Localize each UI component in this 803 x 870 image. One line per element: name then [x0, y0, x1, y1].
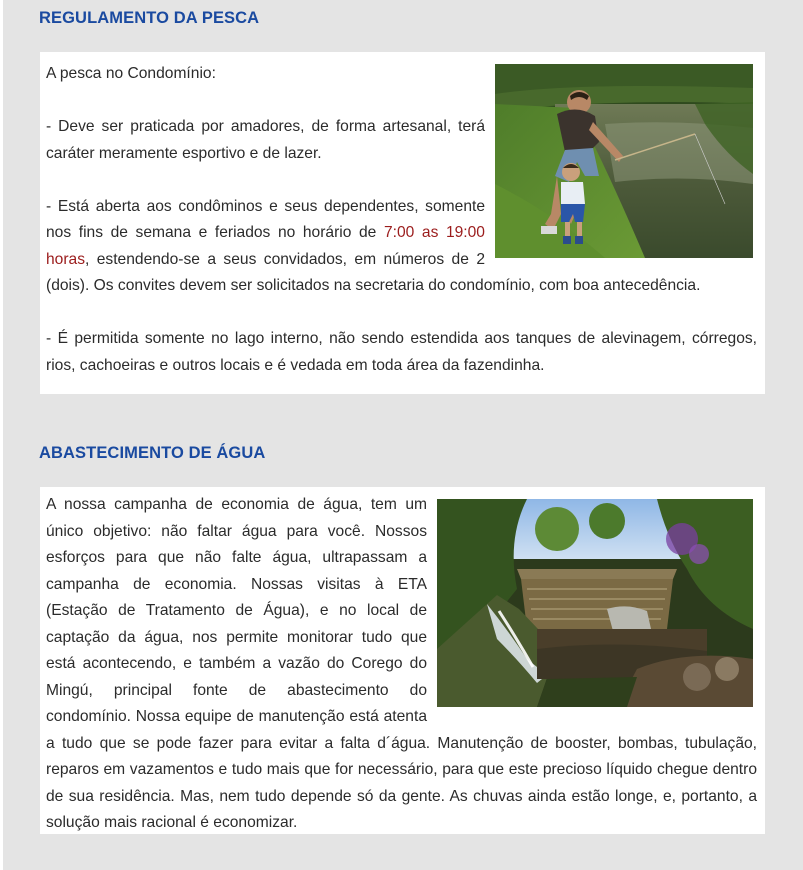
- spacer: [46, 300, 757, 327]
- section-title-water: ABASTECIMENTO DE ÁGUA: [39, 444, 266, 462]
- fishing-hours-highlight: 7:00 as 19:00 horas: [46, 224, 485, 268]
- fishing-intro: A pesca no Condomínio:: [46, 65, 216, 82]
- fishing-rule-schedule-start: - Está aberta aos condôminos e seus dependentes, somente nos fins de semana e feriados no horário de: [46, 197, 485, 241]
- page: [3, 0, 803, 870]
- section-title-fishing: REGULAMENTO DA PESCA: [39, 9, 260, 27]
- waterfall-photo: [437, 499, 753, 707]
- fishing-rules-box: [40, 52, 765, 394]
- fishing-rule-location: - É permitida somente no lago interno, não sendo estendida aos tanques de alevinagem, córregos, rios, cachoeiras e outros locais e é vedada em toda área da fazendinha.: [46, 330, 757, 374]
- fishing-rule-schedule-end: , estendendo-se a seus convidados, em números de 2 (dois). Os convites devem ser solicitados na secretaria do condomínio, com boa antecedência.: [46, 250, 701, 294]
- fishing-photo-illustration: [495, 64, 753, 258]
- fishing-rule-amateurs: - Deve ser praticada por amadores, de forma artesanal, terá caráter meramente esportivo e de lazer.: [46, 118, 485, 162]
- waterfall-photo-illustration: [437, 499, 753, 707]
- water-supply-box: [40, 487, 765, 834]
- water-supply-text: A nossa campanha de economia de água, tem um único objetivo: não faltar água para você. Nossos esforços para que não falte água, ultrapassam a campanha de economia. Nossas visitas à ETA (Estação de Tratamento de Água), e no local de captação da água, nos permite monitorar tudo que está acontecendo, e também a vazão do Corego do Mingú, principal fonte de abastecimento do condomínio. Nossa equipe de manutenção está atenta a tudo que se pode fazer para evitar a falta d´água. Manutenção de booster, bombas, tubulação, reparos em vazamentos e tudo mais que for necessário, para que este precioso líquido chegue dentro de sua residência. Mas, nem tudo depende só da gente. As chuvas ainda estão longe, e, portanto, a solução mais racional é economizar.: [46, 496, 757, 831]
- fishing-photo: [495, 64, 753, 258]
